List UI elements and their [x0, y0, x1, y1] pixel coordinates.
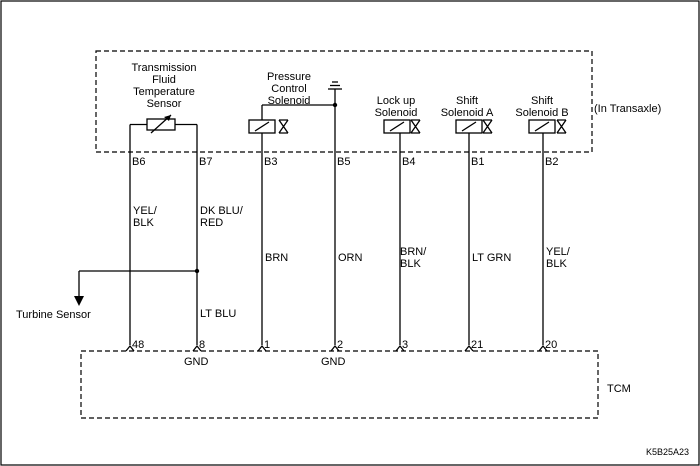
svg-text:8: 8 [199, 339, 206, 351]
svg-text:BLK: BLK [133, 217, 154, 229]
chassis-ground-icon [328, 82, 342, 152]
svg-text:Temperature: Temperature [133, 86, 195, 98]
lockup-solenoid-label [375, 95, 418, 119]
svg-text:B1: B1 [471, 156, 485, 168]
svg-text:Lock up: Lock up [376, 95, 416, 107]
svg-text:Solenoid A: Solenoid A [440, 107, 494, 119]
svg-text:B6: B6 [132, 156, 146, 168]
tft-sensor-label [132, 62, 197, 110]
svg-text:BLK: BLK [400, 258, 421, 270]
svg-text:48: 48 [132, 339, 145, 351]
svg-text:YEL/: YEL/ [546, 246, 570, 258]
figure-code: K5B25A23 [646, 447, 690, 457]
svg-text:21: 21 [471, 339, 484, 351]
svg-text:Solenoid B: Solenoid B [515, 107, 569, 119]
svg-text:B4: B4 [402, 156, 416, 168]
svg-text:BRN/: BRN/ [400, 246, 427, 258]
wire-color-labels [133, 205, 571, 320]
svg-text:Solenoid: Solenoid [267, 95, 311, 107]
turbine-sensor-branch [74, 269, 199, 306]
svg-text:BLK: BLK [546, 258, 567, 270]
svg-text:ORN: ORN [338, 252, 363, 264]
svg-text:Pressure: Pressure [266, 71, 312, 83]
svg-text:Sensor: Sensor [146, 98, 182, 110]
connector-pins [132, 156, 558, 168]
pcs-label [267, 71, 311, 107]
harness-wires [130, 152, 543, 345]
shift-solenoid-a-symbol [456, 120, 492, 152]
outer-frame [1, 1, 699, 465]
svg-text:DK BLU/: DK BLU/ [200, 205, 243, 217]
thermistor-symbol [130, 115, 197, 152]
svg-text:B2: B2 [545, 156, 559, 168]
turbine-sensor-label: Turbine Sensor [16, 309, 91, 321]
svg-text:20: 20 [545, 339, 558, 351]
shift-solenoid-b-symbol [529, 120, 566, 152]
pcs-solenoid-symbol [249, 105, 335, 152]
svg-text:LT BLU: LT BLU [200, 308, 237, 320]
svg-text:3: 3 [402, 339, 409, 351]
transaxle-label: (In Transaxle) [594, 103, 662, 115]
svg-text:2: 2 [337, 339, 344, 351]
svg-text:YEL/: YEL/ [133, 205, 157, 217]
svg-text:Control: Control [271, 83, 307, 95]
gnd-label-8: GND [184, 356, 209, 368]
svg-text:Solenoid: Solenoid [374, 107, 418, 119]
lockup-solenoid-symbol [384, 120, 420, 152]
svg-text:Transmission: Transmission [131, 62, 197, 74]
shift-solenoid-a-label [441, 95, 494, 119]
tcm-label: TCM [607, 383, 631, 395]
svg-text:Fluid: Fluid [152, 74, 176, 86]
svg-text:B7: B7 [199, 156, 213, 168]
tcm-pin-numbers [132, 339, 557, 351]
svg-text:B5: B5 [337, 156, 351, 168]
shift-solenoid-b-label [515, 95, 568, 119]
svg-text:Shift: Shift [530, 95, 554, 107]
svg-text:Shift: Shift [455, 95, 479, 107]
svg-text:RED: RED [200, 217, 224, 229]
svg-text:BRN: BRN [265, 252, 289, 264]
svg-text:1: 1 [264, 339, 271, 351]
gnd-label-2: GND [321, 356, 346, 368]
svg-text:B3: B3 [264, 156, 278, 168]
svg-text:LT GRN: LT GRN [472, 252, 512, 264]
